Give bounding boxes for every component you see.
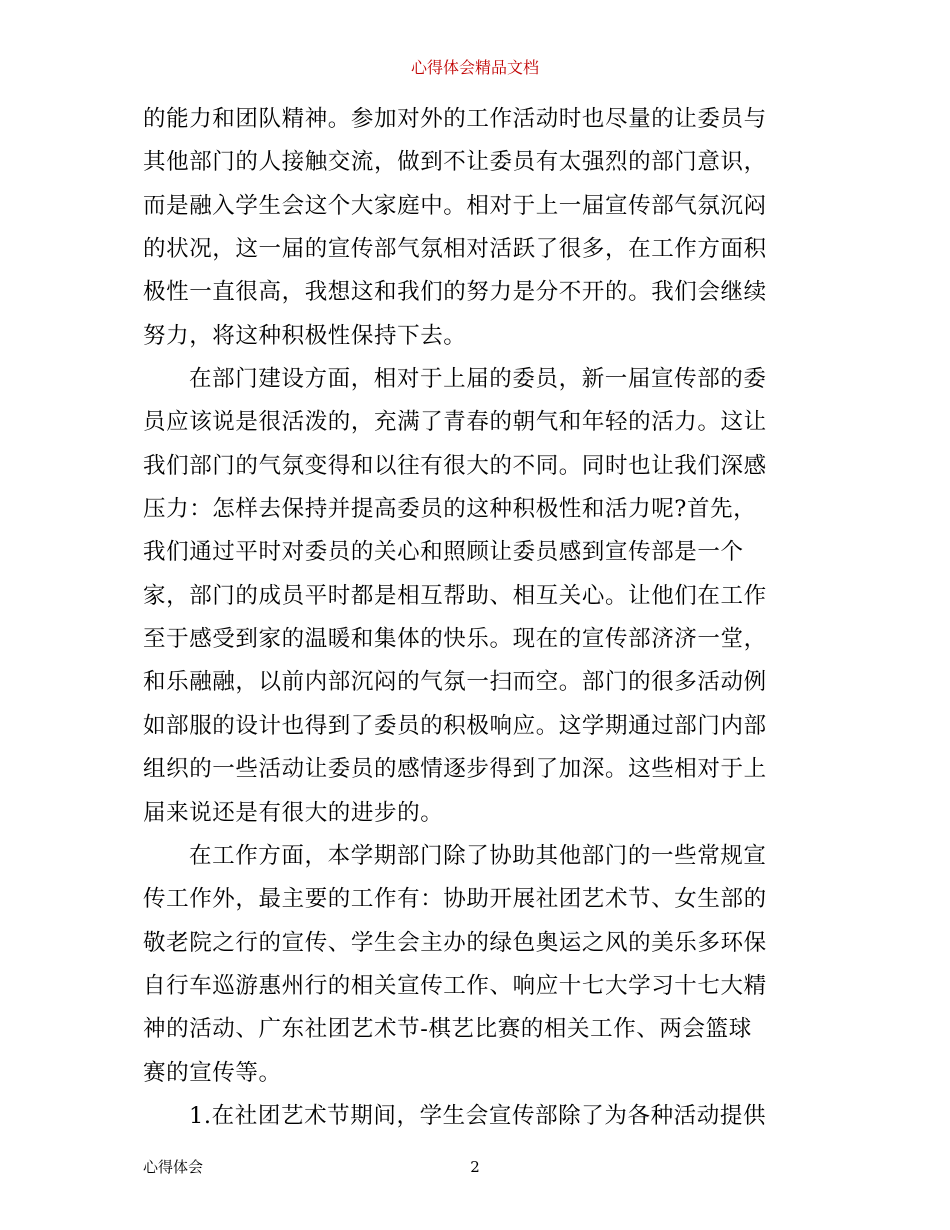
text-line: 自行车巡游惠州行的相关宣传工作、响应十七大学习十七大精 (143, 972, 767, 999)
text-line: 而是融入学生会这个大家庭中。相对于上一届宣传部气氛沉闷 (143, 192, 767, 219)
text-line: 的能力和团队精神。参加对外的工作活动时也尽量的让委员与 (143, 106, 767, 132)
paragraph-first-line: 1.在社团艺术节期间，学生会宣传部除了为各种活动提供 (189, 1102, 767, 1129)
text-line: 压力：怎样去保持并提高委员的这种积极性和活力呢?首先， (143, 496, 757, 523)
text-line: 我们通过平时对委员的关心和照顾让委员感到宣传部是一个 (143, 539, 744, 566)
text-line: 至于感受到家的温暖和集体的快乐。现在的宣传部济济一堂， (143, 626, 767, 653)
paragraph-first-line: 在工作方面，本学期部门除了协助其他部门的一些常规宣 (189, 842, 767, 869)
body-text (143, 98, 823, 1138)
text-line: 我们部门的气氛变得和以往有很大的不同。同时也让我们深感 (143, 452, 767, 479)
text-line: 敬老院之行的宣传、学生会主办的绿色奥运之风的美乐多环保 (143, 929, 767, 956)
text-line: 家，部门的成员平时都是相互帮助、相互关心。让他们在工作 (143, 582, 767, 609)
text-line: 组织的一些活动让委员的感情逐步得到了加深。这些相对于上 (143, 756, 767, 783)
footer-label: 心得体会 (143, 1158, 204, 1176)
text-line: 赛的宣传等。 (143, 1059, 282, 1086)
page-number: 2 (470, 1158, 480, 1176)
text-line: 的状况，这一届的宣传部气氛相对活跃了很多，在工作方面积 (143, 236, 767, 263)
text-line: 努力，将这种积极性保持下去。 (143, 322, 467, 349)
text-line: 神的活动、广东社团艺术节-棋艺比赛的相关工作、两会篮球 (143, 1016, 752, 1043)
paragraph-first-line: 在部门建设方面，相对于上届的委员，新一届宣传部的委 (189, 366, 767, 393)
page-header-title: 心得体会精品文档 (410, 58, 539, 77)
text-line: 极性一直很高，我想这和我们的努力是分不开的。我们会继续 (143, 279, 767, 306)
text-line: 和乐融融，以前内部沉闷的气氛一扫而空。部门的很多活动例 (143, 669, 767, 696)
text-line: 届来说还是有很大的进步的。 (143, 799, 444, 826)
text-line: 传工作外，最主要的工作有：协助开展社团艺术节、女生部的 (143, 886, 767, 913)
text-line: 如部服的设计也得到了委员的积极响应。这学期通过部门内部 (143, 712, 767, 739)
text-line: 员应该说是很活泼的，充满了青春的朝气和年轻的活力。这让 (143, 409, 767, 436)
text-line: 其他部门的人接触交流，做到不让委员有太强烈的部门意识， (143, 149, 767, 176)
